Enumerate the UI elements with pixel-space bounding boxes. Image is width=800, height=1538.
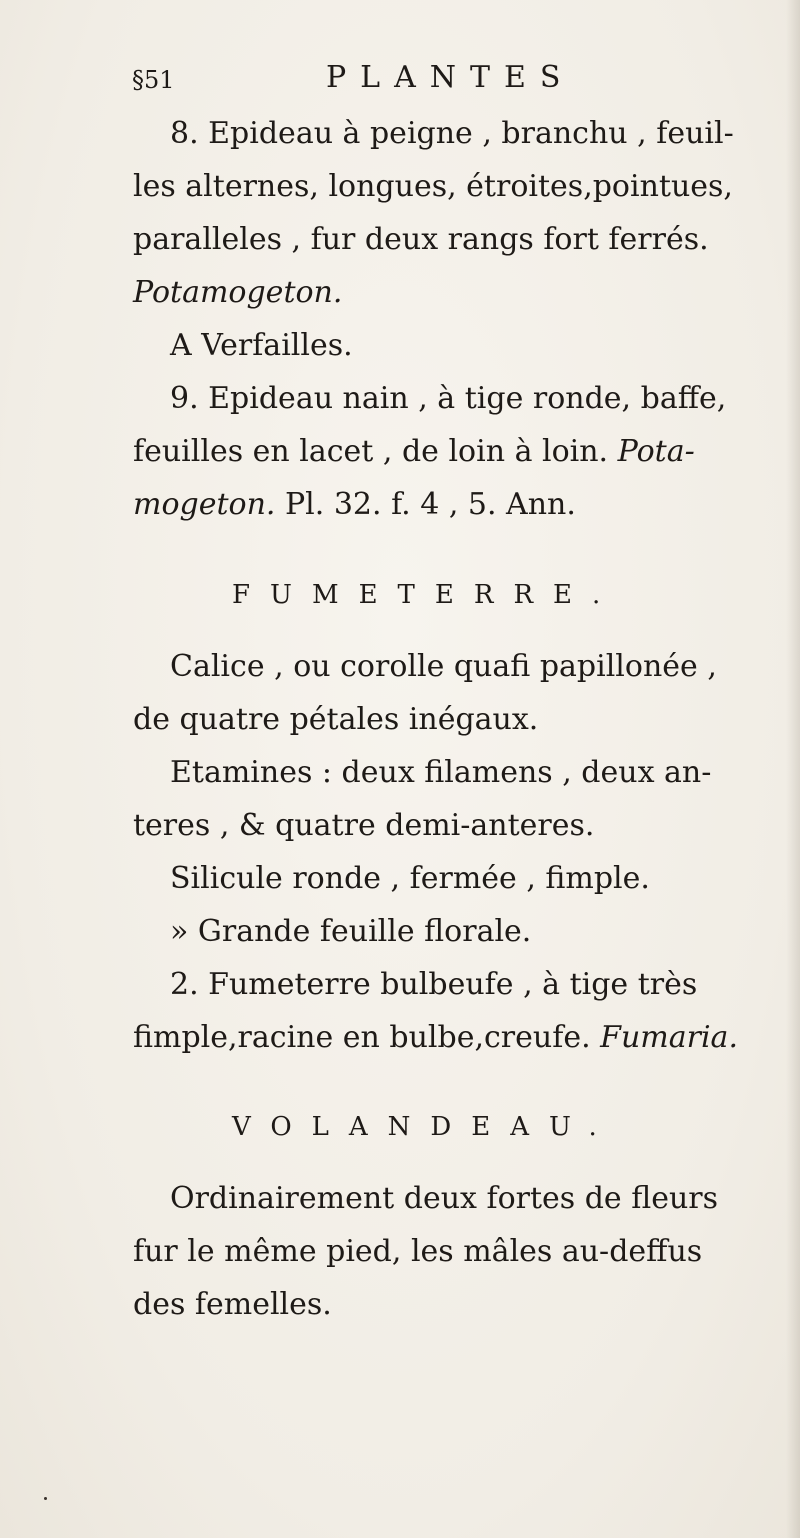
fumeterre-line-2: de quatre pétales inégaux. xyxy=(133,702,539,737)
fumeterre-line-1: Calice , ou corolle quafi papillonée , xyxy=(170,649,717,684)
entry-8-line-3: paralleles , fur deux rangs fort ferrés. xyxy=(133,222,709,257)
fumeterre-line-5: Silicule ronde , fermée , fimple. xyxy=(170,861,650,896)
section-title-fumeterre: FUMETERRE. xyxy=(232,580,621,610)
fumeterre-line-4: teres , & quatre demi-anteres. xyxy=(133,808,595,843)
volandeau-line-1: Ordinairement deux fortes de fleurs xyxy=(170,1181,719,1216)
volandeau-line-3: des femelles. xyxy=(133,1287,332,1322)
fumeterre-line-3: Etamines : deux filamens , deux an- xyxy=(170,755,712,790)
entry-9-line-3 xyxy=(133,487,576,522)
running-header: PLANTES xyxy=(326,60,575,95)
fumeterre-genus: Fumaria. xyxy=(600,1020,738,1055)
entry-9-genus-part-2: mogeton. xyxy=(133,487,276,522)
page-edge-shadow xyxy=(786,0,800,1538)
entry-8-location: A Verfailles. xyxy=(170,328,353,363)
entry-8-line-2: les alternes, longues, étroites,pointues, xyxy=(133,169,733,204)
fumeterre-line-8-text: fimple,racine en bulbe,creufe. xyxy=(133,1020,601,1055)
fumeterre-line-8 xyxy=(133,1020,738,1055)
entry-8-line-1: 8. Epideau à peigne , branchu , feuil- xyxy=(170,116,734,151)
entry-9-line-2-text: feuilles en lacet , de loin à loin. xyxy=(133,434,618,469)
volandeau-line-2: fur le même pied, les mâles au-deffus xyxy=(133,1234,703,1269)
entry-9-reference: Pl. 32. f. 4 , 5. Ann. xyxy=(275,487,576,522)
section-title-volandeau: VOLANDEAU. xyxy=(232,1112,617,1142)
entry-9-genus-part-1: Pota- xyxy=(617,434,695,469)
entry-9-line-2 xyxy=(133,434,695,469)
entry-9-line-1: 9. Epideau nain , à tige ronde, baffe, xyxy=(170,381,727,416)
paper-speck xyxy=(44,1497,47,1500)
fumeterre-line-7: 2. Fumeterre bulbeufe , à tige très xyxy=(170,967,698,1002)
fumeterre-line-6: » Grande feuille florale. xyxy=(170,914,532,949)
entry-8-genus: Potamogeton. xyxy=(133,275,343,310)
page-number: §51 xyxy=(132,66,175,94)
